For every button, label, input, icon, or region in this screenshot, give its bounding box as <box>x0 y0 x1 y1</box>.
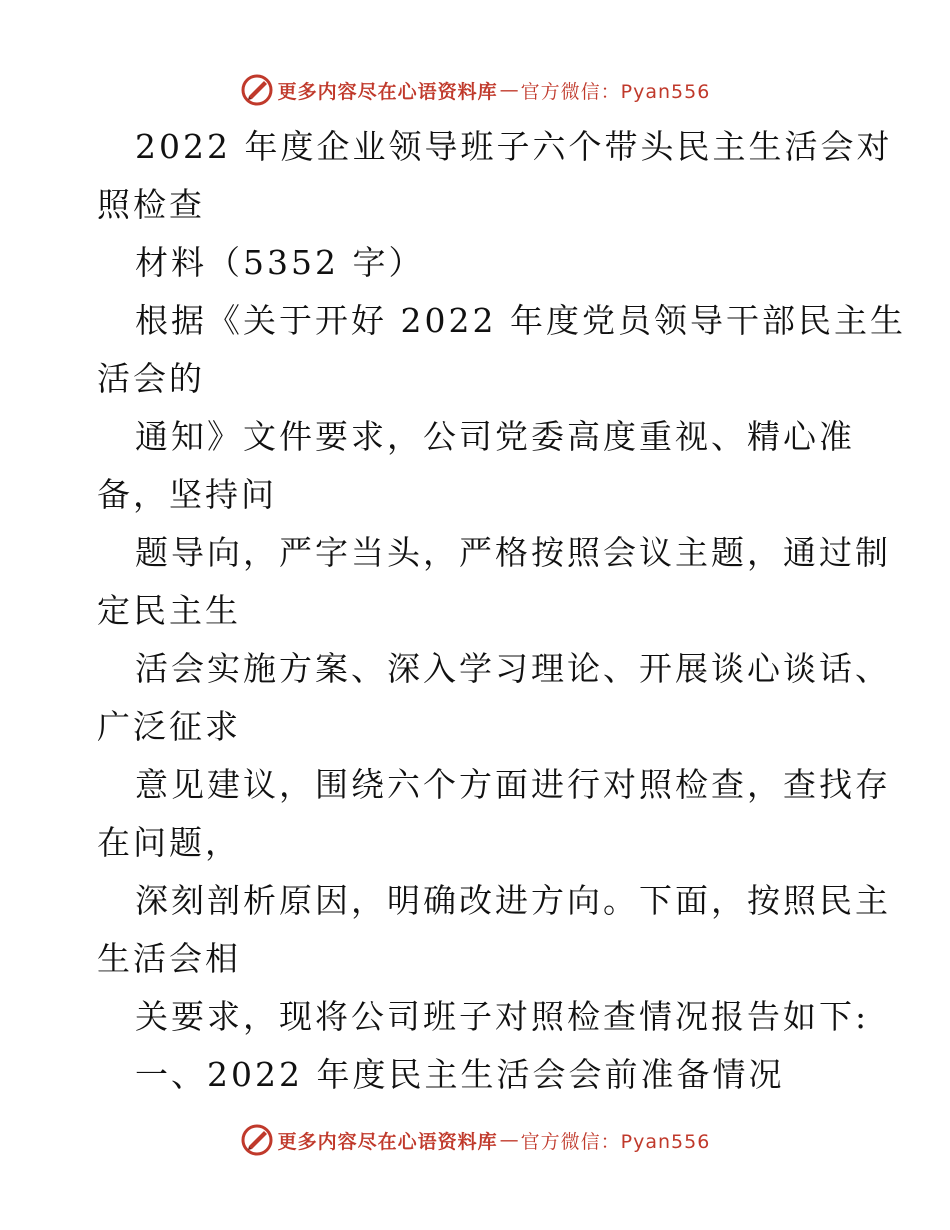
body-line: 意见建议，围绕六个方面进行对照检查，查找存 <box>135 765 891 804</box>
body-line: 题导向，严字当头，严格按照会议主题，通过制 <box>135 533 891 572</box>
document-body <box>97 118 906 1104</box>
body-line: 活会实施方案、深入学习理论、开展谈心谈话、 <box>135 649 891 688</box>
body-line: 一、2022 年度民主生活会会前准备情况 <box>135 1055 785 1094</box>
body-line: 备，坚持问 <box>97 475 277 514</box>
body-line: 通知》文件要求，公司党委高度重视、精心准 <box>135 417 855 456</box>
header-separator: — <box>499 79 519 101</box>
body-line: 关要求，现将公司班子对照检查情况报告如下: <box>135 997 870 1036</box>
header-banner <box>0 70 950 110</box>
header-brand-text: 更多内容尽在心语资料库 <box>277 80 498 103</box>
body-line: 深刻剖析原因，明确改进方向。下面，按照民主 <box>135 881 891 920</box>
body-line: 活会的 <box>97 359 205 398</box>
footer-banner <box>0 1120 950 1160</box>
body-line: 照检查 <box>97 185 205 224</box>
footer-contact-text: 官方微信：Pyan556 <box>520 1130 711 1153</box>
seal-logo-icon <box>240 73 274 107</box>
seal-logo-icon <box>240 1123 274 1157</box>
body-line: 根据《关于开好 2022 年度党员领导干部民主生 <box>135 301 906 340</box>
body-line: 生活会相 <box>97 939 241 978</box>
header-contact-text: 官方微信：Pyan556 <box>520 80 711 103</box>
footer-brand-text: 更多内容尽在心语资料库 <box>277 1130 498 1153</box>
body-line: 定民主生 <box>97 591 241 630</box>
footer-separator: — <box>499 1129 519 1151</box>
body-line: 广泛征求 <box>97 707 241 746</box>
body-line: 2022 年度企业领导班子六个带头民主生活会对 <box>135 127 893 166</box>
body-line: 在问题， <box>97 823 241 862</box>
body-line: 材料（5352 字） <box>135 243 425 282</box>
